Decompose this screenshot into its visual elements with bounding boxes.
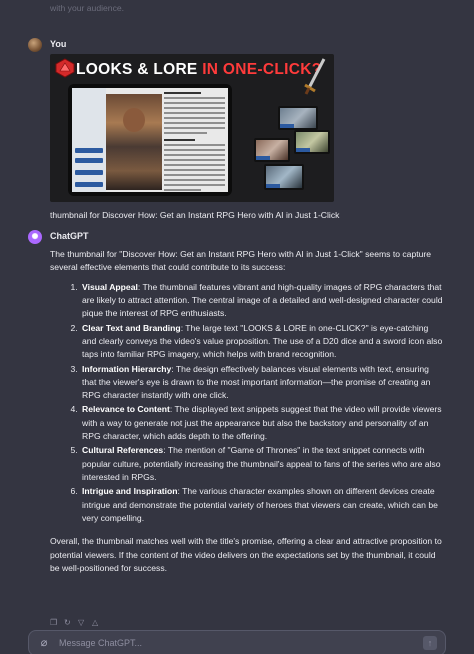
chatgpt-logo-icon: ✺	[28, 230, 42, 244]
thumbs-down-icon[interactable]: ▽	[78, 618, 85, 627]
assistant-author-name: ChatGPT	[50, 231, 89, 242]
assistant-intro: The thumbnail for "Discover How: Get an Instant RPG Hero with AI in Just 1-Click" seems to capture several effective elements that could contribute to its success:	[50, 249, 432, 273]
point-title: Information Hierarchy	[82, 363, 172, 374]
user-author-row	[28, 38, 444, 52]
thumbnail-title	[76, 58, 322, 82]
tablet-mockup	[68, 84, 232, 196]
point-text: : The mention of "Game of Thrones" in the text snippet connects with popular culture, potentially increasing the thumbnail's appeal to fans of the series who are also interested in RPGs.	[82, 445, 441, 482]
sword-icon	[302, 56, 328, 96]
character-card-3	[254, 138, 290, 162]
screen-text-lines	[164, 92, 225, 192]
assistant-author-row	[28, 230, 444, 244]
message-input[interactable]	[59, 638, 423, 648]
hero-character-portrait	[106, 94, 162, 190]
d20-dice-icon	[55, 58, 75, 78]
point-text: : The displayed text snippets suggest that the video will provide viewers with a way to generate not just the appearance but also the backstory and personality of an RPG character, which adds depth to the offering.	[82, 404, 442, 442]
screen-sidebar	[72, 88, 106, 192]
thumbs-up-icon[interactable]: △	[92, 618, 99, 627]
list-item	[80, 322, 444, 362]
assistant-message-body	[50, 248, 444, 575]
message-composer	[28, 630, 446, 654]
paperclip-icon[interactable]: ⌀	[40, 637, 48, 649]
previous-message-tail: with your audience.	[50, 3, 125, 13]
user-message-text: thumbnail for Discover How: Get an Instant RPG Hero with AI in Just 1-Click	[50, 210, 340, 220]
character-card-2	[294, 130, 330, 154]
point-text: : The thumbnail features vibrant and high-quality images of RPG characters that are likely to attract attention. The central image of a detailed and well-designed character could pique the interest of RPG enthusiasts.	[82, 281, 443, 319]
assistant-points-list	[80, 281, 444, 526]
point-title: Cultural References	[82, 445, 164, 456]
copy-icon[interactable]: ❐	[50, 618, 58, 627]
point-text: : The design effectively balances visual elements with text, ensuring that the viewer's eye is drawn to the most important information—the promise of creating an RPG character instantly with one click.	[82, 363, 431, 401]
point-title: Visual Appeal	[82, 281, 138, 292]
character-card-1	[278, 106, 318, 130]
list-item	[80, 485, 444, 525]
list-item	[80, 363, 444, 403]
list-item	[80, 444, 444, 484]
message-actions	[50, 619, 100, 627]
thumbnail-image[interactable]	[50, 54, 334, 202]
user-avatar	[28, 38, 42, 52]
point-title: Intrigue and Inspiration	[82, 486, 178, 497]
point-text: : The various character examples shown on different devices create intrigue and demonstrate the potential variety of heroes that viewers can create, which can be very compelling.	[82, 486, 438, 523]
assistant-conclusion: Overall, the thumbnail matches well with the title's promise, offering a clear and attractive proposition to potential viewers. If the content of the video delivers on the expectations set by the thumbnail, it could be well-positioned for success.	[50, 536, 442, 573]
point-title: Clear Text and Branding	[82, 322, 181, 333]
user-author-name: You	[50, 39, 67, 50]
tablet-screen	[72, 88, 228, 192]
thumbnail-title-red: IN ONE-CLICK?	[202, 61, 322, 78]
refresh-icon[interactable]: ↻	[64, 618, 71, 627]
user-message	[28, 38, 444, 52]
point-title: Relevance to Content	[82, 404, 170, 415]
list-item	[80, 281, 444, 321]
character-card-4	[264, 164, 304, 190]
thumbnail-title-white: LOOKS & LORE	[76, 61, 198, 78]
assistant-message	[28, 230, 444, 575]
arrow-up-icon[interactable]: ↑	[423, 636, 437, 650]
point-text: : The large text "LOOKS & LORE in one-CLICK?" is eye-catching and clearly conveys the video's value proposition. The use of a D20 dice and a sword icon also taps into familiar RPG imagery, which helps with brand recognition.	[82, 322, 443, 360]
list-item	[80, 403, 444, 443]
